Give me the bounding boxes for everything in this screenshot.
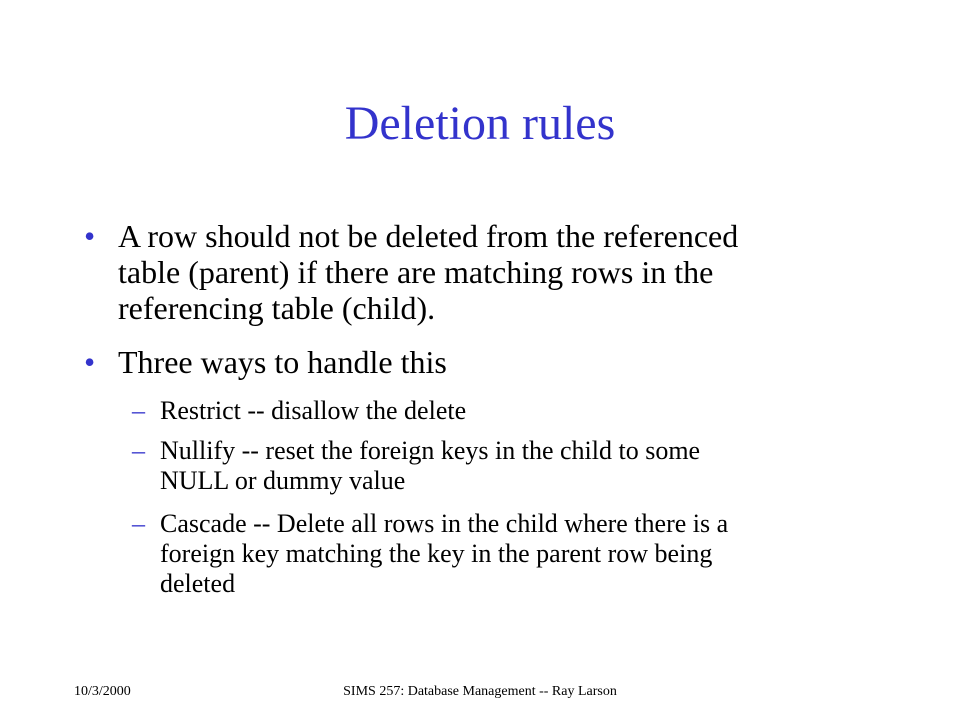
bullet-text: [118, 218, 878, 326]
text-line: Three ways to handle this: [118, 344, 447, 380]
footer-date: 10/3/2000: [74, 684, 131, 699]
slide-title: Deletion rules: [344, 97, 616, 150]
sub-bullet-text: [160, 436, 860, 496]
text-line: referencing table (child).: [118, 290, 436, 326]
sub-bullet-dash: –: [132, 396, 145, 425]
sub-bullet-dash: –: [132, 509, 145, 538]
bullet-dot: •: [84, 344, 96, 380]
text-line: Cascade -- Delete all rows in the child where there is a: [160, 509, 729, 538]
text-line: Restrict -- disallow the delete: [160, 396, 467, 425]
text-line: NULL or dummy value: [160, 466, 406, 495]
bullet-text: [118, 344, 878, 380]
footer-course: SIMS 257: Database Management -- Ray Larson: [343, 684, 617, 699]
text-line: table (parent) if there are matching rows in the: [118, 254, 714, 290]
text-line: A row should not be deleted from the referenced: [118, 218, 739, 254]
text-line: foreign key matching the key in the parent row being: [160, 539, 713, 568]
text-line: deleted: [160, 569, 236, 598]
sub-bullet-text: [160, 396, 860, 426]
sub-bullet-text: [160, 509, 860, 599]
sub-bullet-dash: –: [132, 436, 145, 465]
text-line: Nullify -- reset the foreign keys in the child to some: [160, 436, 701, 465]
bullet-dot: •: [84, 218, 96, 254]
